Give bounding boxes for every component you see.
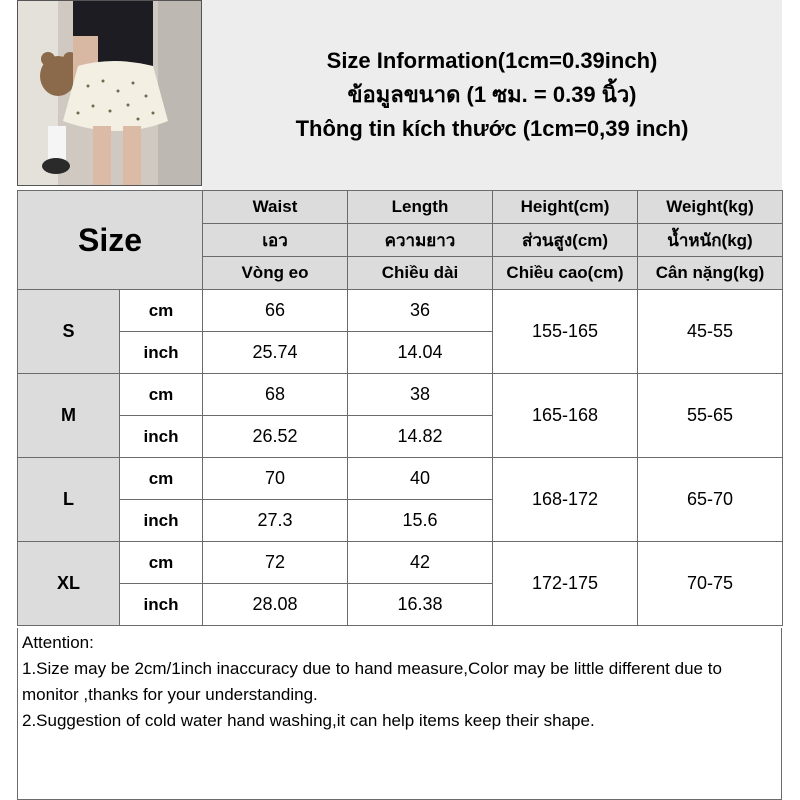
length-inch: 14.82 (348, 416, 493, 458)
product-photo (17, 0, 202, 186)
size-info-header (202, 0, 782, 190)
header-title-th: ข้อมูลขนาด (1 ซม. = 0.39 นิ้ว) (347, 82, 637, 107)
length-inch: 14.04 (348, 332, 493, 374)
waist-inch: 26.52 (203, 416, 348, 458)
weight-range: 55-65 (638, 374, 783, 458)
table-row (18, 374, 783, 416)
height-range: 155-165 (493, 290, 638, 374)
waist-cm: 68 (203, 374, 348, 416)
length-inch: 16.38 (348, 584, 493, 626)
waist-cm: 70 (203, 458, 348, 500)
unit-inch: inch (120, 500, 203, 542)
unit-cm: cm (120, 458, 203, 500)
size-label: XL (18, 542, 120, 626)
col-header-length-th: ความยาว (348, 224, 493, 257)
waist-inch: 28.08 (203, 584, 348, 626)
unit-cm: cm (120, 290, 203, 332)
length-cm: 40 (348, 458, 493, 500)
unit-cm: cm (120, 542, 203, 584)
attention-notes (17, 628, 782, 800)
col-header-weight-vi: Cân nặng(kg) (638, 257, 783, 290)
unit-inch: inch (120, 584, 203, 626)
waist-cm: 72 (203, 542, 348, 584)
col-header-length-en: Length (348, 191, 493, 224)
size-corner-label: Size (18, 191, 203, 290)
product-photo-icon (18, 1, 202, 186)
size-table (17, 190, 783, 626)
weight-range: 45-55 (638, 290, 783, 374)
col-header-length-vi: Chiều dài (348, 257, 493, 290)
unit-cm: cm (120, 374, 203, 416)
length-cm: 36 (348, 290, 493, 332)
waist-cm: 66 (203, 290, 348, 332)
height-range: 165-168 (493, 374, 638, 458)
col-header-height-th: ส่วนสูง(cm) (493, 224, 638, 257)
notes-line-1: 1.Size may be 2cm/1inch inaccuracy due to hand measure,Color may be little different due to monitor ,thanks for your understanding. (22, 659, 722, 704)
col-header-weight-en: Weight(kg) (638, 191, 783, 224)
table-row (18, 458, 783, 500)
weight-range: 70-75 (638, 542, 783, 626)
notes-line-2: 2.Suggestion of cold water hand washing,it can help items keep their shape. (22, 711, 595, 730)
col-header-height-en: Height(cm) (493, 191, 638, 224)
size-label: S (18, 290, 120, 374)
length-inch: 15.6 (348, 500, 493, 542)
notes-title: Attention: (22, 633, 94, 652)
col-header-waist-en: Waist (203, 191, 348, 224)
length-cm: 38 (348, 374, 493, 416)
header-title-vi: Thông tin kích thước (1cm=0,39 inch) (295, 116, 689, 141)
table-row (18, 542, 783, 584)
length-cm: 42 (348, 542, 493, 584)
header-title-en: Size Information(1cm=0.39inch) (326, 48, 658, 73)
size-label: M (18, 374, 120, 458)
col-header-weight-th: น้ำหนัก(kg) (638, 224, 783, 257)
col-header-waist-vi: Vòng eo (203, 257, 348, 290)
col-header-waist-th: เอว (203, 224, 348, 257)
waist-inch: 25.74 (203, 332, 348, 374)
size-label: L (18, 458, 120, 542)
col-header-height-vi: Chiều cao(cm) (493, 257, 638, 290)
waist-inch: 27.3 (203, 500, 348, 542)
table-row (18, 290, 783, 332)
height-range: 168-172 (493, 458, 638, 542)
unit-inch: inch (120, 332, 203, 374)
height-range: 172-175 (493, 542, 638, 626)
weight-range: 65-70 (638, 458, 783, 542)
unit-inch: inch (120, 416, 203, 458)
